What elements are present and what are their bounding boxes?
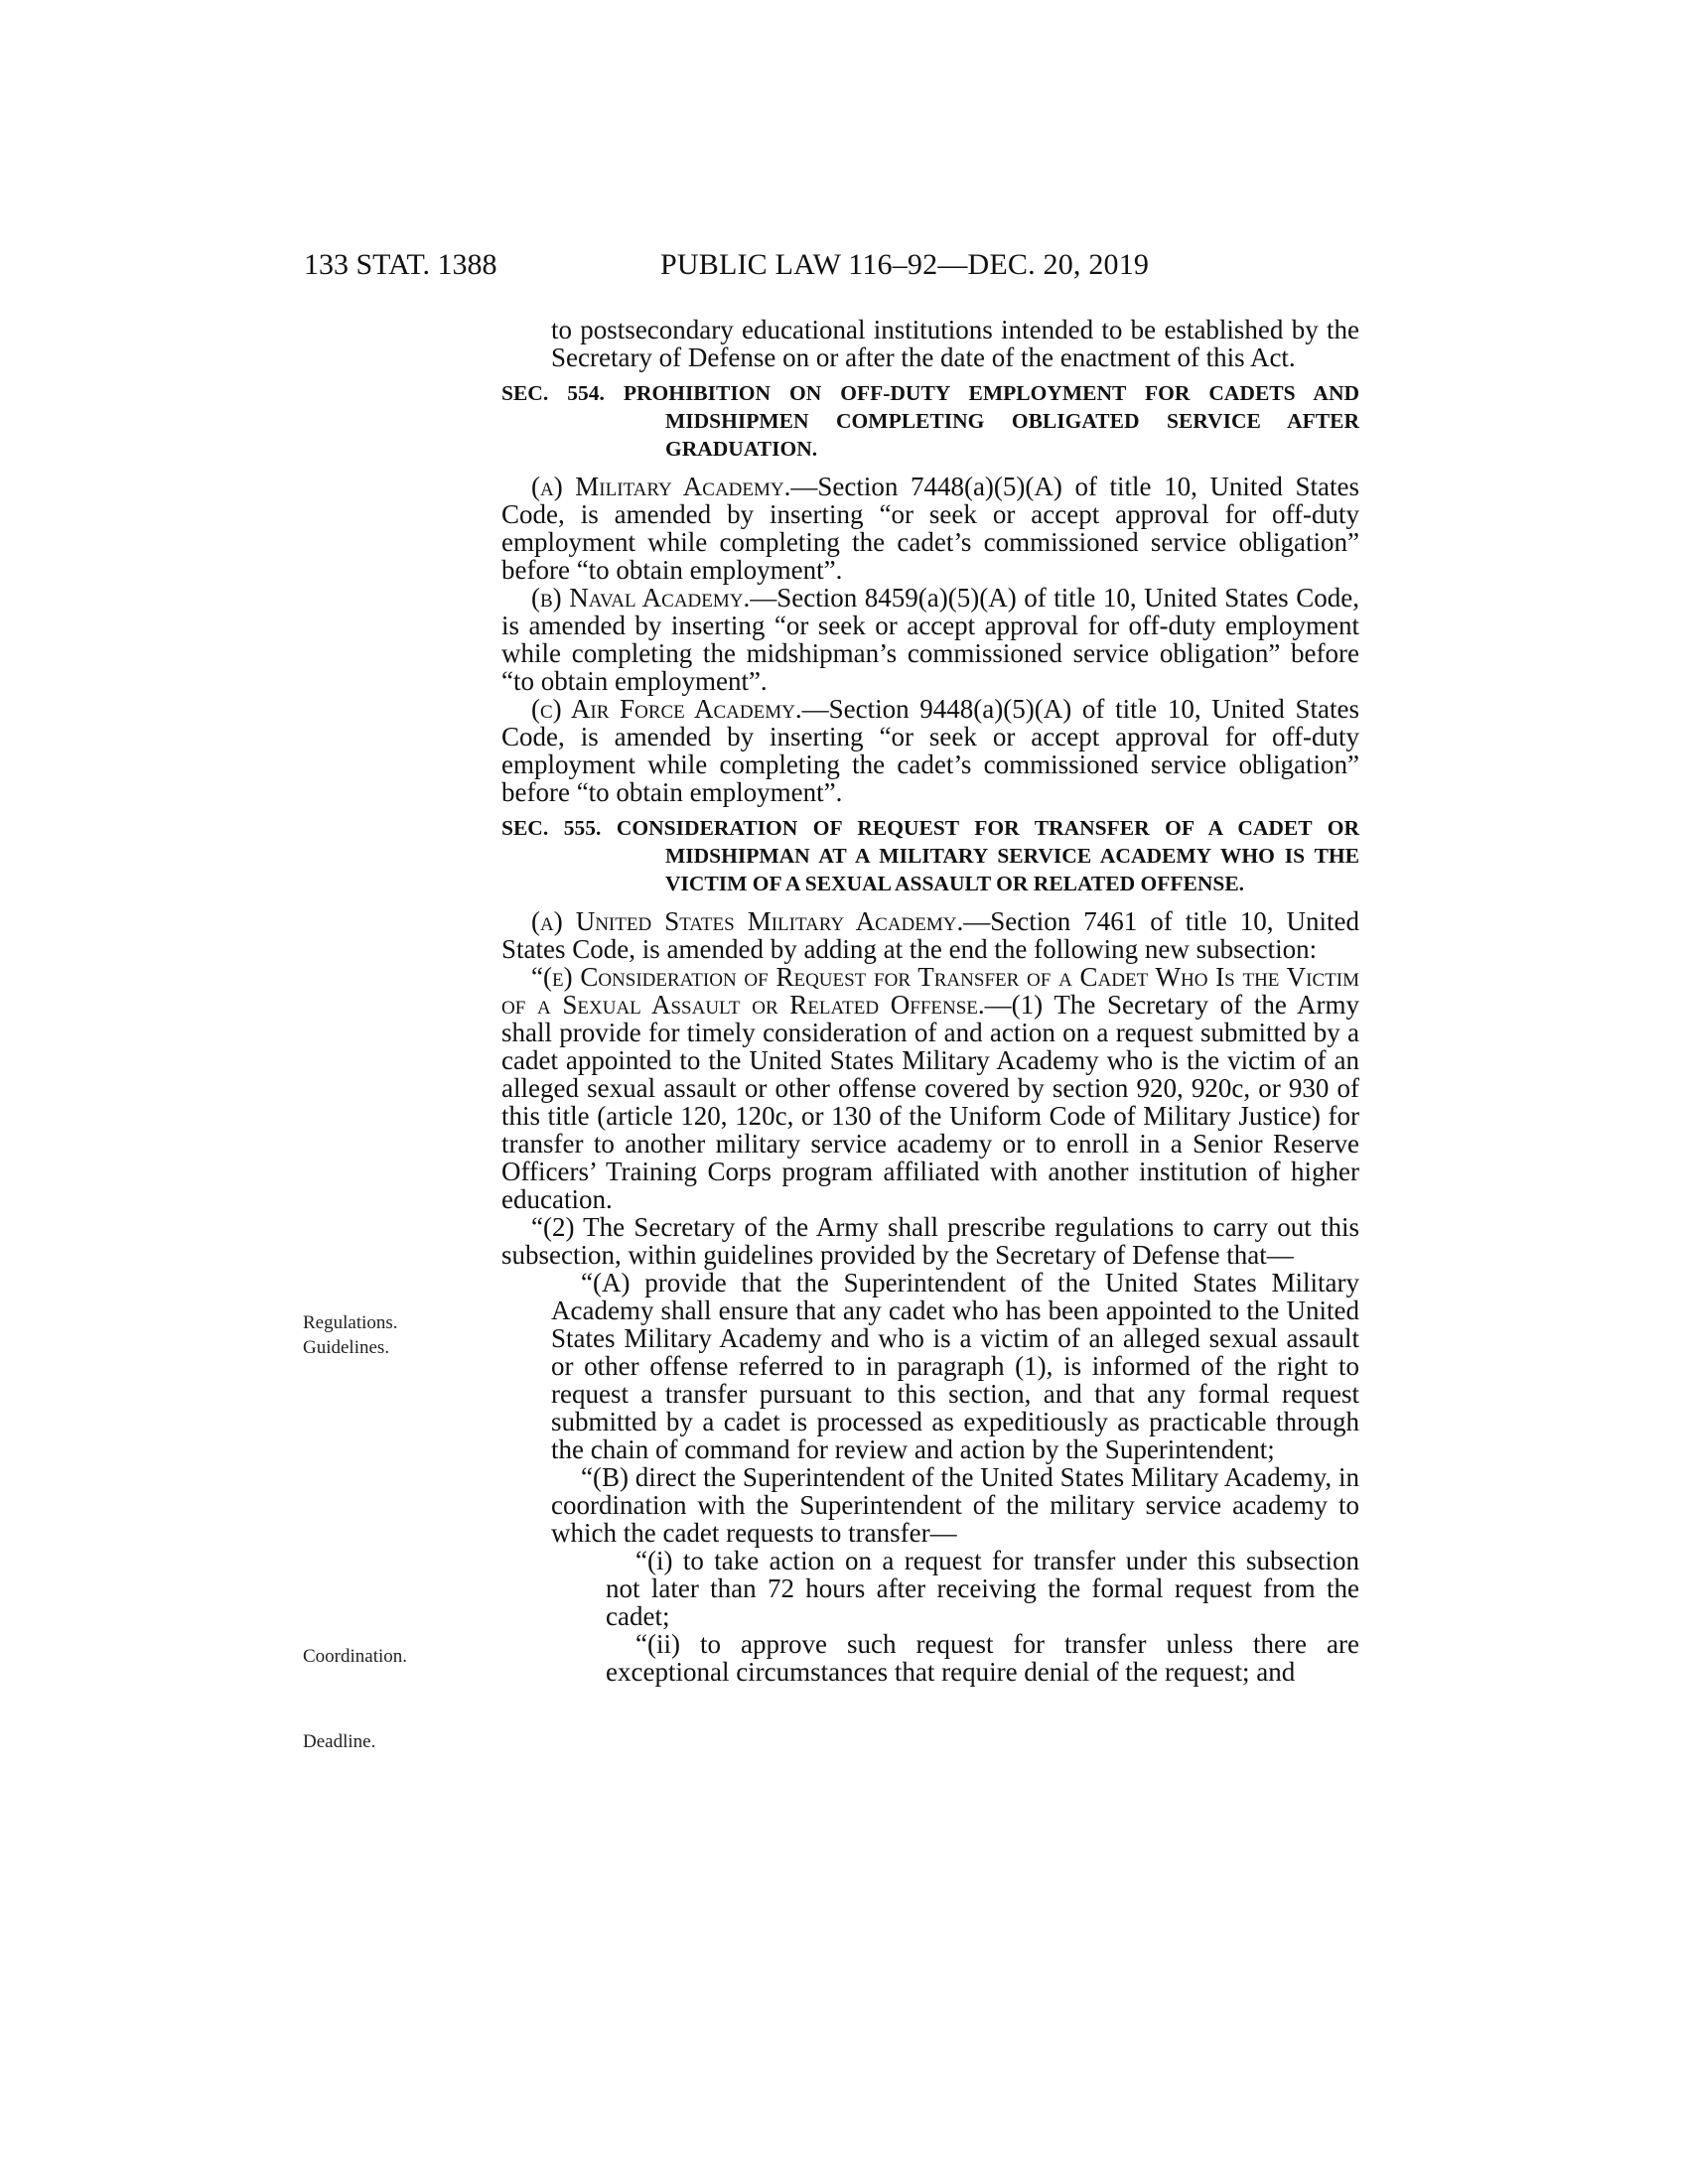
running-head [0,248,1688,288]
margin-note-guidelines-text: Guidelines. [303,1337,390,1358]
carryover-paragraph: to postsecondary educational institutions intended to be established by the Secretary of Defense on or after the date of the enactment of this Act. [551,315,1359,372]
section-554-heading: SEC. 554. PROHIBITION ON OFF-DUTY EMPLOYMENT FOR CADETS AND MIDSHIPMEN COMPLETING OBLIGATED SERVICE AFTER GRADUATION. [501,381,1359,461]
sec555-paragraph-2: “(2) The Secretary of the Army shall prescribe regulations to carry out this subsection, within guidelines provided by the Secretary of Defense that— [501,1212,1359,1270]
law-citation: PUBLIC LAW 116–92—DEC. 20, 2019 [660,248,1150,281]
margin-note-deadline: Deadline. [303,1731,376,1752]
sec554-b-label: (b) Naval Academy. [531,583,751,613]
sec554-c-text: —Section 9448(a)(5)(A) of title 10, United States Code, is amended by inserting “or seek or accept approval for off-duty employment while completing the cadet’s commissioned service obligation” before “to obtain employment”. [501,694,1359,807]
section-555-heading: SEC. 555. CONSIDERATION OF REQUEST FOR TRANSFER OF A CADET OR MIDSHIPMAN AT A MILITARY SERVICE ACADEMY WHO IS THE VICTIM OF A SEXUAL ASSAULT OR RELATED OFFENSE. [501,816,1359,895]
sec555-e-text: —(1) The Secretary of the Army shall provide for timely consideration of and action on a request submitted by a cadet appointed to the United States Military Academy who is the victim of an alleged sexual assault or other offense covered by section 920, 920c, or 930 of this title (article 120, 120c, or 130 of the Uniform Code of Military Justice) for transfer to another military service academy or to enroll in a Senior Reserve Officers’ Training Corps program affiliated with another institution of higher education. [501,990,1359,1214]
sec554-b-text: —Section 8459(a)(5)(A) of title 10, United States Code, is amended by inserting “or seek or accept approval for off-duty employment while completing the midshipman’s commissioned service obligation” before “to obtain employment”. [501,583,1359,696]
margin-note-coordination: Coordination. [303,1646,408,1667]
sec555-a-text: —Section 7461 of title 10, United States Code, is amended by adding at the end the following new subsection: [501,906,1359,964]
sec555-subsection-a [501,907,1359,963]
body-text [501,316,1359,1686]
sec555-subparagraph-b: “(B) direct the Superintendent of the United States Military Academy, in coordination with the Superintendent of the military service academy to which the cadet requests to transfer— [551,1462,1359,1548]
sec555-a-label: (a) United States Military Academy. [531,906,964,936]
sec555-e-label: “(e) Consideration of Request for Transfer of a Cadet Who Is the Victim of a Sexual Assault or Related Offense. [501,962,1359,1020]
margin-note-regulations [303,1310,398,1360]
margin-note-regulations-text: Regulations. [303,1312,398,1333]
sec555-subsection-e [501,963,1359,1213]
sec554-a-text: —Section 7448(a)(5)(A) of title 10, United States Code, is amended by inserting “or seek or accept approval for off-duty employment while completing the cadet’s commissioned service obligation” before “to obtain employment”. [501,472,1359,585]
sec554-subsection-c [501,695,1359,806]
sec554-subsection-b [501,584,1359,695]
sec555-clause-i: “(i) to take action on a request for transfer under this subsection not later than 72 hours after receiving the formal request from the cadet; [606,1546,1359,1631]
sec555-subparagraph-a: “(A) provide that the Superintendent of the United States Military Academy shall ensure that any cadet who has been appointed to the United States Military Academy and who is a victim of an alleged sexual assault or other offense referred to in paragraph (1), is informed of the right to request a transfer pursuant to this section, and that any formal request submitted by a cadet is processed as expeditiously as practicable through the chain of command for review and action by the Superintendent; [551,1268,1359,1464]
sec555-clause-ii: “(ii) to approve such request for transfer unless there are exceptional circumstances that require denial of the request; and [606,1629,1359,1687]
sec554-a-label: (a) Military Academy. [531,472,791,501]
sec554-subsection-a [501,473,1359,584]
sec554-c-label: (c) Air Force Academy. [531,694,802,724]
page-citation: 133 STAT. 1388 [304,248,497,281]
